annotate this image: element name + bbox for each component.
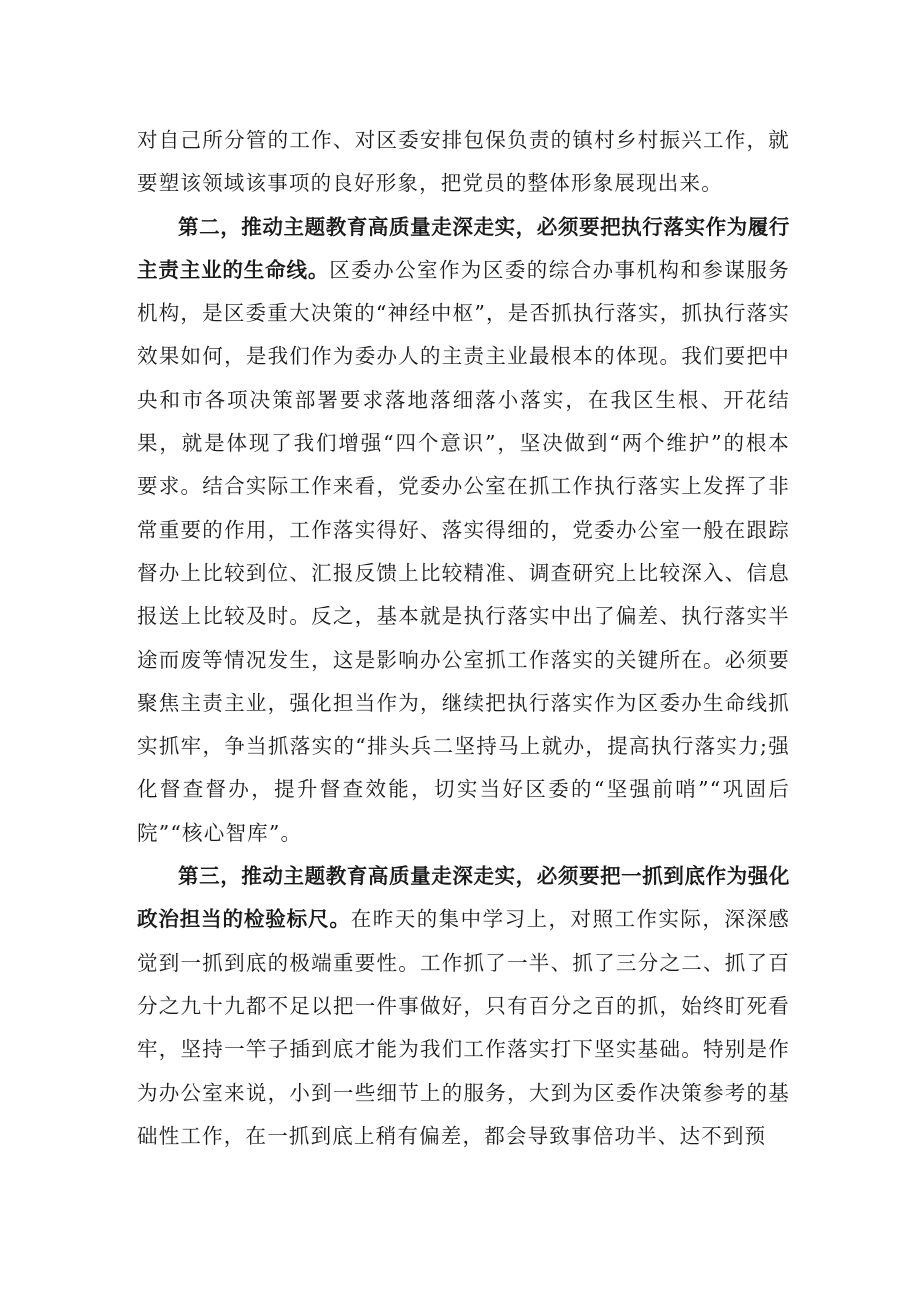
- document-page: [137, 119, 790, 1158]
- paragraph-text: 在昨天的集中学习上，对照工作实际，深深感觉到一抓到底的极端重要性。工作抓了一半、抓了三分之二、抓了百分之九十九都不足以把一件事做好，只有百分之百的抓，始终盯死看牢，坚持一竿子插到底才能为我们工作落实打下坚实基础。特别是作为办公室来说，小到一些细节上的服务，大到为区委作决策参考的基础性工作，在一抓到底上稍有偏差，都会导致事倍功半、达不到预: [137, 907, 791, 1148]
- paragraph-text: 对自己所分管的工作、对区委安排包保负责的镇村乡村振兴工作，就要塑该领域该事项的良好形象，把党员的整体形象展现出来。: [137, 128, 790, 196]
- paragraph-text: 区委办公室作为区委的综合办事机构和参谋服务机构，是区委重大决策的“神经中枢”，是否抓执行落实，抓执行落实效果如何，是我们作为委办人的主责主业最根本的体现。我们要把中央和市各项决策部署要求落地落细落小落实，在我区生根、开花结果，就是体现了我们增强“四个意识”，坚决做到“两个维护”的根本要求。结合实际工作来看，党委办公室在抓工作执行落实上发挥了非常重要的作用，工作落实得好、落实得细的，党委办公室一般在跟踪督办上比较到位、汇报反馈上比较精准、调查研究上比较深入、信息报送上比较及时。反之，基本就是执行落实中出了偏差、执行落实半途而废等情况发生，这是影响办公室抓工作落实的关键所在。必须要聚焦主责主业，强化担当作为，继续把执行落实作为区委办生命线抓实抓牢，争当抓落实的“排头兵二坚持马上就办，提高执行落实力;强化督查督办，提升督查效能，切实当好区委的“坚强前哨”“巩固后院”“核心智库”。: [137, 257, 790, 845]
- paragraph-lead-heading: 第二，推动主题教育高质量走深走实，必须要把执行落实作为履行主责主业的生命线。: [137, 214, 790, 282]
- paragraph-continuation: [137, 119, 790, 206]
- paragraph-third-point: [137, 855, 790, 1158]
- paragraph-lead-heading: 第三，推动主题教育高质量走深走实，必须要把一抓到底作为强化政治担当的检验标尺。: [137, 864, 790, 932]
- paragraph-second-point: [137, 206, 790, 855]
